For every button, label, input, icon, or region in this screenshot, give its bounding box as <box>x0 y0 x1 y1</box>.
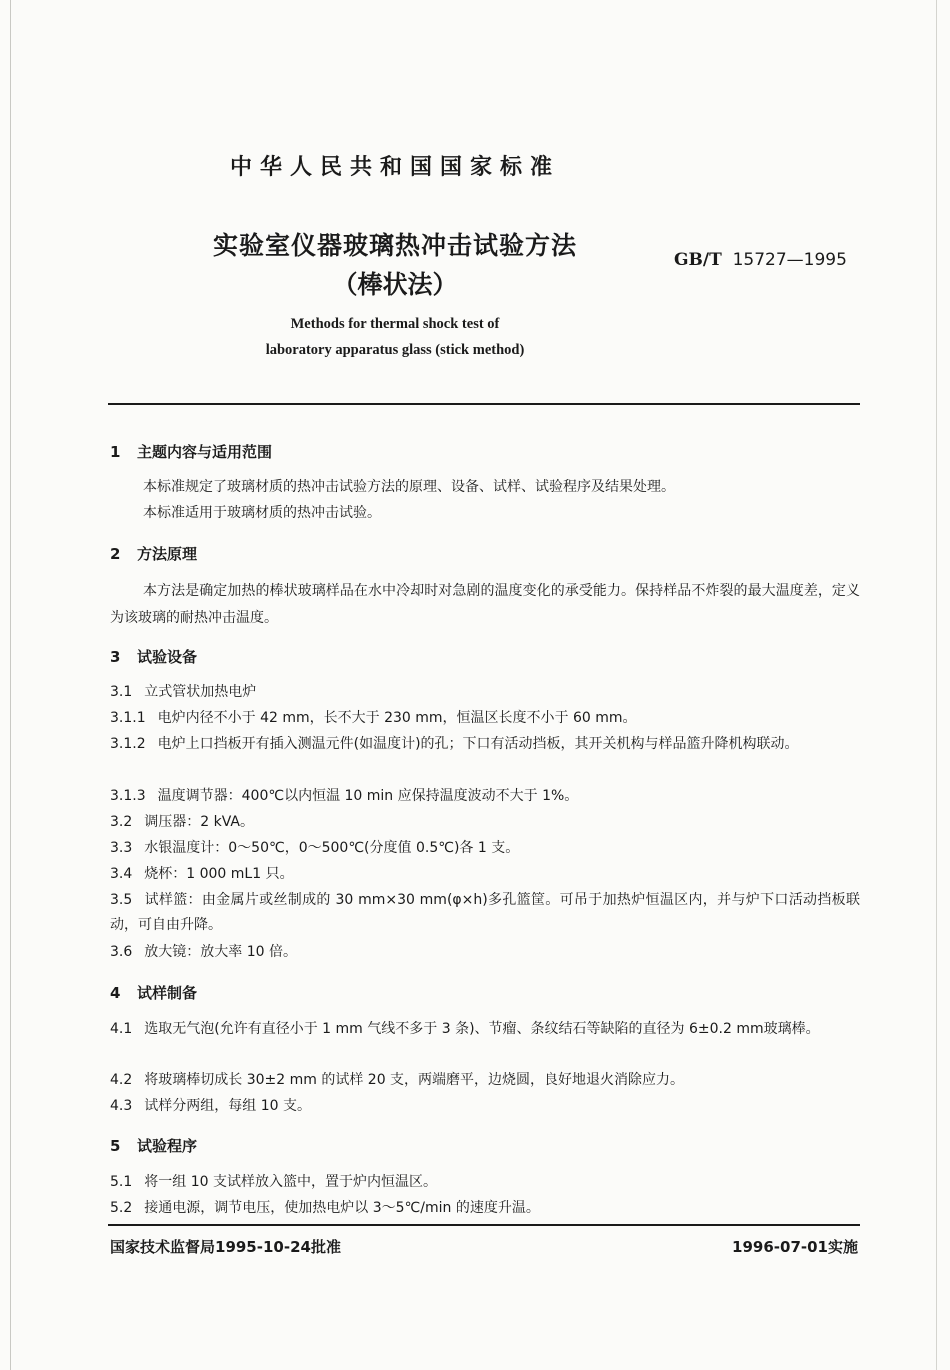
clause-number: 4.3 <box>110 1098 133 1114</box>
section-number: 1 <box>110 443 121 461</box>
clause <box>110 1068 860 1093</box>
paragraph: 本标准适用于玻璃材质的热冲击试验。 <box>143 505 381 521</box>
section-title: 方法原理 <box>137 545 198 563</box>
clause-number: 3.1 <box>110 684 133 700</box>
clause-number: 5.1 <box>110 1174 133 1190</box>
clause-text: 水银温度计：0～50℃，0～500℃(分度值 0.5℃)各 1 支。 <box>144 840 520 856</box>
section-heading-5 <box>110 1135 197 1156</box>
clause-text: 选取无气泡(允许有直径小于 1 mm 气线不多于 3 条)、节瘤、条纹结石等缺陷的直径为 6±0.2 mm玻璃棒。 <box>144 1021 820 1037</box>
standard-prefix: GB/T <box>674 250 722 270</box>
header-divider <box>108 403 860 405</box>
clause <box>110 1196 860 1221</box>
clause-text: 电炉上口挡板开有插入测温元件(如温度计)的孔；下口有活动挡板，其开关机构与样品篮升降机构联动。 <box>157 736 799 752</box>
clause-number: 3.4 <box>110 866 133 882</box>
clause <box>110 1094 860 1119</box>
document-subtitle-cn: （棒状法） <box>332 270 458 299</box>
clause-number: 3.2 <box>110 814 133 830</box>
clause <box>110 732 860 757</box>
paragraph: 本标准规定了玻璃材质的热冲击试验方法的原理、设备、试样、试验程序及结果处理。 <box>143 479 675 495</box>
document-title-cn: 实验室仪器玻璃热冲击试验方法 <box>212 231 577 260</box>
section-heading-2 <box>110 543 197 564</box>
section-number: 5 <box>110 1137 121 1155</box>
clause-text: 将玻璃棒切成长 30±2 mm 的试样 20 支，两端磨平，边烧圆，良好地退火消除应力。 <box>144 1072 685 1088</box>
clause-text: 烧杯：1 000 mL1 只。 <box>144 866 294 882</box>
page-edge-right <box>936 0 937 1370</box>
clause <box>110 940 860 965</box>
section-heading-4 <box>110 982 197 1003</box>
section-number: 3 <box>110 648 121 666</box>
section-title: 试验程序 <box>137 1137 198 1155</box>
clause-text: 将一组 10 支试样放入篮中，置于炉内恒温区。 <box>144 1174 437 1190</box>
clause-number: 3.1.3 <box>110 788 146 804</box>
clause-number: 4.2 <box>110 1072 133 1088</box>
effective-date: 1996-07-01实施 <box>732 1238 858 1256</box>
clause-number: 3.1.1 <box>110 710 146 726</box>
clause <box>110 836 860 861</box>
document-title-en-line1: Methods for thermal shock test of <box>290 316 500 332</box>
clause <box>110 888 860 938</box>
clause <box>110 810 860 835</box>
section-title: 试样制备 <box>137 984 198 1002</box>
section-title: 主题内容与适用范围 <box>137 443 273 461</box>
page-edge-left <box>10 0 11 1370</box>
section-number: 2 <box>110 545 121 563</box>
section-title: 试验设备 <box>137 648 198 666</box>
clause-number: 3.6 <box>110 944 133 960</box>
national-standard-header: 中华人民共和国国家标准 <box>229 155 560 180</box>
clause-text: 试样分两组，每组 10 支。 <box>144 1098 311 1114</box>
clause-number: 3.5 <box>110 892 133 908</box>
clause-number: 4.1 <box>110 1021 133 1037</box>
clause <box>110 862 860 887</box>
clause-number: 3.3 <box>110 840 133 856</box>
clause <box>110 1017 860 1042</box>
approval-date: 国家技术监督局1995-10-24批准 <box>110 1238 341 1256</box>
paragraph: 本方法是确定加热的棒状玻璃样品在水中冷却时对急剧的温度变化的承受能力。保持样品不炸裂的最大温度差，定义为该玻璃的耐热冲击温度。 <box>110 583 860 626</box>
clause-number: 3.1.2 <box>110 736 146 752</box>
clause <box>110 1170 860 1195</box>
clause-text: 调压器：2 kVA。 <box>144 814 254 830</box>
clause-text: 试样篮：由金属片或丝制成的 30 mm×30 mm(φ×h)多孔篮筐。可吊于加热炉恒温区内，并与炉下口活动挡板联动，可自由升降。 <box>110 892 860 933</box>
clause-text: 立式管状加热电炉 <box>144 684 257 700</box>
clause-text: 温度调节器：400℃以内恒温 10 min 应保持温度波动不大于 1%。 <box>157 788 579 804</box>
footer-divider <box>108 1224 860 1226</box>
document-title-en-line2: laboratory apparatus glass (stick method) <box>265 342 525 358</box>
clause-number: 5.2 <box>110 1200 133 1216</box>
standard-number <box>674 250 847 270</box>
section-heading-3 <box>110 646 197 667</box>
clause-text: 放大镜：放大率 10 倍。 <box>144 944 297 960</box>
standard-code: 15727—1995 <box>732 250 847 270</box>
clause <box>110 680 860 705</box>
section-number: 4 <box>110 984 121 1002</box>
clause <box>110 706 860 731</box>
clause-text: 电炉内径不小于 42 mm，长不大于 230 mm，恒温区长度不小于 60 mm。 <box>157 710 637 726</box>
clause <box>110 784 860 809</box>
clause-text: 接通电源，调节电压，使加热电炉以 3～5℃/min 的速度升温。 <box>144 1200 540 1216</box>
section-heading-1 <box>110 441 272 462</box>
